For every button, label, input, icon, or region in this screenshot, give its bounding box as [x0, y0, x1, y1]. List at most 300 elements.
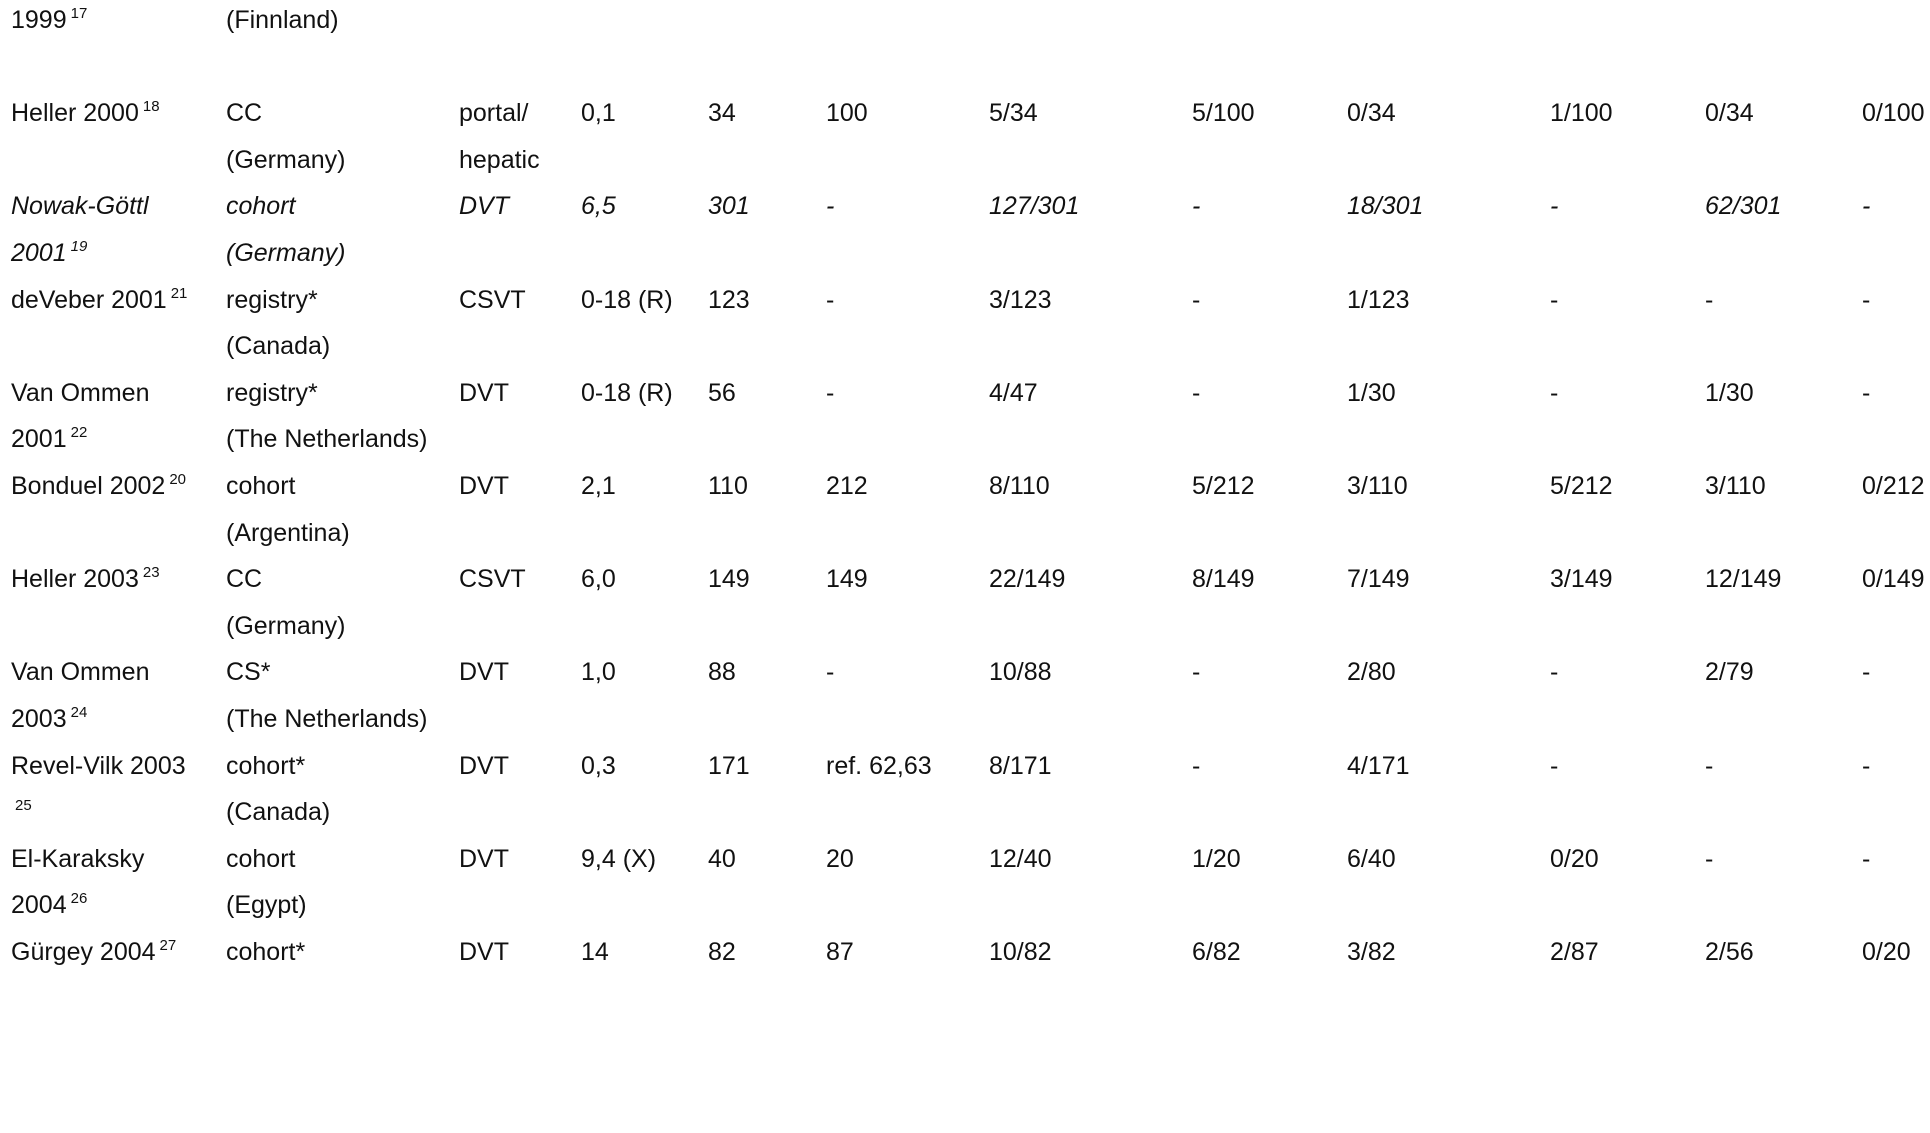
table-cell [708, 186, 750, 226]
cell-text: (Egypt) [226, 891, 307, 920]
table-row-continuation [0, 513, 1930, 553]
cell-text: 88 [708, 658, 736, 687]
cell-text: - [1862, 844, 1871, 873]
table-cell [1862, 466, 1925, 506]
cell-text: 7/149 [1347, 565, 1410, 594]
cell-text: 2,1 [581, 472, 616, 500]
table-cell [1862, 746, 1870, 786]
table-cell [1347, 839, 1396, 879]
cell-text: registry* [226, 378, 318, 407]
cell-text: registry* [226, 285, 318, 314]
table-cell [226, 140, 345, 180]
cell-text: - [1862, 192, 1871, 221]
cell-text: 3/110 [1705, 472, 1766, 500]
table-cell [459, 140, 540, 180]
cell-text: 2001 [11, 239, 67, 267]
table-cell [1347, 746, 1410, 786]
table-cell [826, 280, 834, 320]
table-cell [459, 186, 509, 226]
cell-text: 56 [708, 378, 736, 407]
table-cell [11, 233, 87, 277]
table-cell [1192, 746, 1200, 786]
table-cell [226, 326, 330, 366]
table-cell [459, 839, 509, 879]
table-cell [11, 559, 160, 603]
cell-text: CC [226, 99, 263, 128]
cell-text: 8/110 [989, 472, 1050, 500]
cell-text: Revel-Vilk 2003 [11, 751, 186, 780]
cell-text: 5/212 [1550, 472, 1613, 500]
table-cell [989, 746, 1052, 786]
table-cell [1347, 93, 1396, 133]
cell-text: DVT [459, 938, 509, 966]
table-cell [1550, 559, 1613, 599]
table-cell [11, 186, 149, 226]
table-cell [226, 186, 295, 226]
cell-text: 149 [826, 565, 868, 594]
table-cell [826, 93, 868, 133]
cell-text: cohort [226, 192, 296, 221]
table-cell [11, 839, 144, 879]
table-row [0, 559, 1930, 599]
cell-text: 100 [826, 99, 868, 128]
table-cell [1550, 373, 1558, 413]
cell-text: 0/20 [1550, 844, 1599, 873]
cell-text: - [1705, 751, 1714, 780]
cell-text: - [1192, 751, 1201, 780]
cell-text: 123 [708, 285, 750, 314]
table-cell [459, 373, 509, 413]
table-cell [989, 186, 1079, 226]
cell-text: 18/301 [1347, 192, 1424, 221]
cell-text: 0-18 (R) [581, 285, 673, 314]
cell-text: 3/110 [1347, 472, 1408, 500]
cell-text: 1/30 [1705, 378, 1754, 407]
cell-text: 1999 [11, 6, 67, 34]
table-cell [11, 932, 176, 976]
cell-text: 62/301 [1705, 192, 1782, 221]
cell-text: - [826, 658, 835, 687]
table-cell [581, 559, 616, 599]
table-row [0, 0, 1930, 40]
cell-text: Heller 2000 [11, 99, 139, 128]
table-cell [1862, 280, 1870, 320]
cell-text: 6/82 [1192, 938, 1241, 966]
table-cell [459, 746, 509, 786]
cell-text: 1,0 [581, 658, 616, 687]
table-row [0, 186, 1930, 226]
table-cell [1705, 652, 1754, 692]
table-row [0, 280, 1930, 320]
cell-text: (Canada) [226, 332, 331, 361]
cell-text: 171 [708, 751, 750, 780]
cell-text: cohort [226, 472, 296, 500]
cell-text: cohort* [226, 751, 306, 780]
table-cell [708, 466, 748, 506]
table-cell [226, 559, 262, 599]
table-cell [1550, 280, 1558, 320]
cell-text: 149 [708, 565, 750, 594]
cell-text: - [826, 192, 835, 221]
table-cell [226, 419, 427, 459]
table-cell [459, 280, 526, 320]
table-cell [1705, 559, 1781, 599]
table-cell [1192, 466, 1255, 506]
table-cell [1705, 280, 1713, 320]
cell-text: - [1550, 658, 1559, 687]
cell-text: DVT [459, 658, 509, 687]
table-row-continuation [0, 606, 1930, 646]
table-cell [1550, 186, 1558, 226]
reference-superscript: 27 [159, 937, 177, 954]
table-cell [1705, 746, 1713, 786]
table-cell [226, 746, 305, 786]
cell-text: 4/171 [1347, 751, 1410, 780]
cell-text: - [1192, 192, 1201, 221]
table-cell [11, 885, 87, 929]
cell-text: DVT [459, 844, 509, 873]
cell-text: 34 [708, 99, 736, 128]
cell-text: 82 [708, 938, 736, 966]
table-row-continuation [0, 140, 1930, 180]
table-cell [1705, 932, 1754, 972]
cell-text: 2/79 [1705, 658, 1754, 687]
cell-text: 127/301 [989, 192, 1080, 221]
table-cell [226, 606, 345, 646]
table-row [0, 839, 1930, 879]
table-cell [826, 559, 868, 599]
cell-text: DVT [459, 378, 509, 407]
cell-text: - [826, 378, 835, 407]
table-cell [459, 652, 509, 692]
table-cell [226, 652, 270, 692]
table-cell [226, 699, 427, 739]
cell-text: 0/20 [1862, 938, 1911, 966]
table-cell [226, 93, 262, 133]
cell-text: - [1192, 658, 1201, 687]
table-cell [1192, 93, 1255, 133]
cell-text: 22/149 [989, 565, 1066, 594]
cell-text: 0/34 [1705, 99, 1754, 128]
cell-text: Van Ommen [11, 378, 150, 407]
cell-text: 6,0 [581, 565, 616, 594]
table-cell [708, 559, 750, 599]
reference-superscript: 18 [142, 98, 160, 116]
table-cell [1705, 466, 1766, 506]
reference-superscript: 26 [70, 890, 88, 908]
table-cell [226, 839, 295, 879]
table-cell [989, 373, 1038, 413]
table-cell [1705, 839, 1713, 879]
table-cell [1192, 280, 1200, 320]
cell-text: CS* [226, 658, 271, 687]
table-cell [989, 839, 1052, 879]
cell-text: - [1550, 751, 1559, 780]
cell-text: 110 [708, 472, 748, 500]
table-row-continuation [0, 699, 1930, 739]
table-cell [1550, 466, 1613, 506]
table-cell [1862, 186, 1870, 226]
table-cell [989, 559, 1065, 599]
cell-text: 12/149 [1705, 565, 1782, 594]
cell-text: Bonduel 2002 [11, 472, 166, 500]
table-cell [826, 746, 932, 786]
cell-text: 5/100 [1192, 99, 1255, 128]
table-cell [226, 233, 345, 273]
table-cell [1862, 652, 1870, 692]
cell-text: (The Netherlands) [226, 705, 428, 733]
cell-text: - [1862, 658, 1871, 687]
cell-text: Nowak-Göttl [11, 192, 149, 221]
table-row [0, 746, 1930, 786]
cell-text: (Finnland) [226, 6, 339, 34]
table-row-continuation [0, 885, 1930, 925]
reference-superscript: 17 [70, 5, 88, 22]
cell-text: 40 [708, 844, 736, 873]
cell-text: (Germany) [226, 145, 346, 174]
cell-text: 1/30 [1347, 378, 1396, 407]
table-cell [1192, 373, 1200, 413]
cell-text: 3/123 [989, 285, 1052, 314]
table-cell [1192, 186, 1200, 226]
table-row-continuation [0, 419, 1930, 459]
table-cell [1862, 373, 1870, 413]
cell-text: 12/40 [989, 844, 1052, 873]
cell-text: 87 [826, 938, 854, 966]
cell-text: 212 [826, 472, 868, 500]
table-cell [11, 652, 149, 692]
table-cell [989, 652, 1052, 692]
cell-text: CSVT [459, 285, 526, 314]
table-row [0, 373, 1930, 413]
table-row [0, 93, 1930, 133]
cell-text: CSVT [459, 565, 526, 594]
table-cell [226, 792, 330, 832]
cell-text: - [1550, 192, 1559, 221]
reference-superscript: 25 [15, 797, 32, 815]
cell-text: - [1550, 285, 1559, 314]
table-cell [581, 186, 616, 226]
cell-text: 10/88 [989, 658, 1052, 687]
table-cell [11, 93, 160, 137]
table-cell [1705, 186, 1781, 226]
table-cell [1347, 280, 1410, 320]
table-cell [708, 652, 736, 692]
table-row [0, 652, 1930, 692]
table-cell [1550, 93, 1613, 133]
cell-text: 2/80 [1347, 658, 1396, 687]
table-cell [708, 373, 736, 413]
table-cell [1347, 652, 1396, 692]
table-cell [11, 0, 87, 44]
cell-text: (Argentina) [226, 518, 350, 547]
cell-text: 6/40 [1347, 844, 1396, 873]
cell-text: - [1705, 844, 1714, 873]
cell-text: (The Netherlands) [226, 425, 428, 454]
cell-text: Gürgey 2004 [11, 938, 156, 966]
cell-text: 301 [708, 192, 750, 221]
cell-text: 2004 [11, 891, 67, 920]
cell-text: - [1192, 378, 1201, 407]
cell-text: 5/212 [1192, 472, 1255, 500]
cell-text: cohort [226, 844, 296, 873]
cell-text: 0/212 [1862, 472, 1925, 500]
table-cell [581, 652, 616, 692]
table-cell [581, 280, 673, 320]
table-cell [11, 280, 187, 324]
cell-text: 0/34 [1347, 99, 1396, 128]
table-cell [826, 466, 868, 506]
cell-text: hepatic [459, 145, 540, 174]
table-row [0, 932, 1930, 972]
cell-text: deVeber 2001 [11, 285, 167, 314]
cell-text: Heller 2003 [11, 565, 139, 594]
table-cell [1862, 839, 1870, 879]
table-cell [459, 466, 509, 506]
table-row [0, 466, 1930, 506]
table-cell [581, 466, 616, 506]
table-cell [708, 280, 750, 320]
table-cell [11, 466, 186, 510]
reference-superscript: 20 [169, 471, 186, 488]
cell-text: DVT [459, 472, 509, 500]
cell-text: CC [226, 565, 263, 594]
reference-superscript: 21 [170, 284, 188, 302]
table-cell [226, 885, 307, 925]
table-cell [708, 932, 736, 972]
table-cell [581, 839, 656, 879]
table-cell [708, 93, 736, 133]
table-cell [226, 932, 305, 972]
table-row-continuation [0, 233, 1930, 273]
table-cell [1192, 839, 1241, 879]
cell-text: 5/34 [989, 99, 1038, 128]
table-cell [1862, 93, 1925, 133]
table-cell [1550, 746, 1558, 786]
table-cell [226, 280, 318, 320]
cell-text: cohort* [226, 938, 306, 966]
table-cell [581, 373, 673, 413]
cell-text: 10/82 [989, 938, 1052, 966]
cell-text: 3/149 [1550, 565, 1613, 594]
table-cell [1550, 839, 1599, 879]
table-row-continuation [0, 792, 1930, 832]
cell-text: portal/ [459, 99, 529, 128]
table-cell [226, 0, 339, 40]
table-cell [708, 839, 736, 879]
cell-text: 0-18 (R) [581, 378, 673, 407]
cell-text: - [1862, 378, 1871, 407]
table-cell [826, 373, 834, 413]
table-cell [459, 559, 526, 599]
cell-text: 2001 [11, 425, 67, 454]
cell-text: 2/87 [1550, 938, 1599, 966]
table-cell [581, 932, 609, 972]
table-cell [459, 932, 509, 972]
cell-text: El-Karaksky [11, 844, 145, 873]
table-cell [1347, 932, 1396, 972]
table-cell [826, 839, 854, 879]
table-cell [1192, 559, 1255, 599]
cell-text: 8/149 [1192, 565, 1255, 594]
table-cell [1192, 932, 1241, 972]
table-cell [1705, 93, 1754, 133]
cell-text: 0,3 [581, 751, 616, 780]
table-cell [581, 746, 616, 786]
table-cell [1347, 373, 1396, 413]
table-cell [826, 652, 834, 692]
table-cell [226, 466, 295, 506]
reference-superscript: 24 [70, 704, 88, 721]
cell-text: 20 [826, 844, 854, 873]
cell-text: - [1550, 378, 1559, 407]
table-cell [989, 466, 1050, 506]
table-cell [1705, 373, 1754, 413]
cell-text: DVT [459, 192, 509, 221]
table-cell [826, 186, 834, 226]
cell-text: 1/123 [1347, 285, 1410, 314]
cell-text: 0/149 [1862, 565, 1925, 594]
reference-superscript: 19 [70, 238, 88, 255]
table-cell [1862, 559, 1925, 599]
cell-text: 1/20 [1192, 844, 1241, 873]
table-cell [1347, 466, 1408, 506]
table-cell [708, 746, 750, 786]
cell-text: 4/47 [989, 378, 1038, 407]
table-cell [459, 93, 528, 133]
table-cell [989, 280, 1052, 320]
cell-text: 0/100 [1862, 99, 1925, 128]
table-cell [1862, 932, 1911, 972]
cell-text: 9,4 (X) [581, 844, 657, 873]
table-cell [226, 373, 318, 413]
table-cell [11, 792, 32, 836]
table-cell [11, 419, 87, 463]
table-cell [1192, 652, 1200, 692]
table-cell [989, 93, 1038, 133]
table-cell [1550, 652, 1558, 692]
table-cell [1550, 932, 1599, 972]
cell-text: - [1192, 285, 1201, 314]
table-cell [1347, 186, 1423, 226]
cell-text: - [1862, 751, 1871, 780]
table-cell [226, 513, 350, 553]
reference-superscript: 22 [70, 424, 88, 442]
cell-text: (Germany) [226, 239, 346, 267]
table-cell [11, 746, 186, 786]
cell-text: 2003 [11, 705, 67, 733]
cell-text: ref. 62,63 [826, 751, 932, 780]
table-cell [826, 932, 854, 972]
cell-text: 2/56 [1705, 938, 1754, 966]
table-cell [11, 373, 149, 413]
cell-text: DVT [459, 751, 509, 780]
table-cell [1347, 559, 1410, 599]
reference-superscript: 23 [142, 564, 160, 582]
cell-text: 8/171 [989, 751, 1052, 780]
cell-text: 14 [581, 938, 609, 966]
cell-text: 0,1 [581, 99, 616, 128]
table-cell [581, 93, 616, 133]
cell-text: (Canada) [226, 798, 331, 827]
table-cell [989, 932, 1052, 972]
table-cell [11, 699, 87, 743]
cell-text: Van Ommen [11, 658, 150, 687]
cell-text: 3/82 [1347, 938, 1396, 966]
cell-text: - [826, 285, 835, 314]
cell-text: 6,5 [581, 192, 616, 221]
cell-text: 1/100 [1550, 99, 1613, 128]
